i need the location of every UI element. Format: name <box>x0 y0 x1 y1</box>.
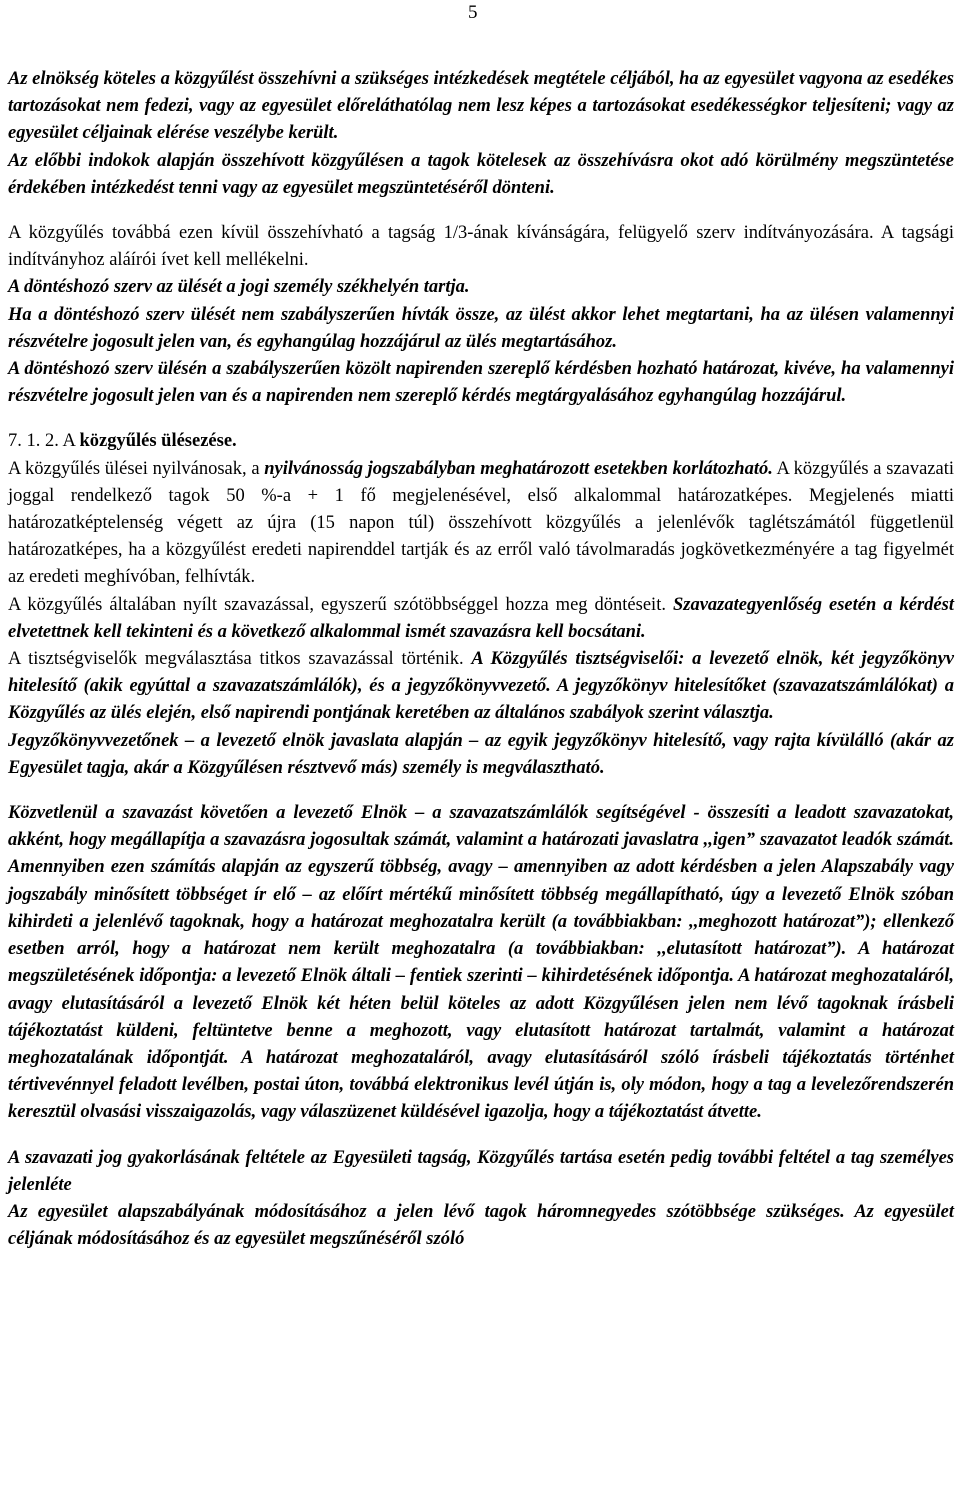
text-segment: A szavazati jog gyakorlásának feltétele az Egyesületi tagság, Közgyűlés tartása esetén pedig további feltétel a tag személyes jelenléte <box>8 1147 954 1195</box>
text-segment: A döntéshozó szerv az ülését a jogi személy székhelyén tartja. <box>8 277 470 298</box>
text-segment: A döntéshozó szerv ülésén a szabályszerűen közölt napirenden szereplő kérdésben hozható határozat, kivéve, ha valamennyi részvételre jogosult jelen van és a napirenden nem szereplő kérdés megtárgyalásához egyhangúlag hozzájárul. <box>8 359 954 407</box>
text-segment: közgyűlés ülésezése. <box>79 431 237 452</box>
text-segment: nyilvánosság jogszabályban meghatározott esetekben korlátozható. <box>264 458 773 479</box>
document-body <box>8 66 954 1253</box>
paragraph <box>8 356 954 410</box>
paragraph <box>8 1145 954 1199</box>
paragraph <box>8 220 954 274</box>
text-segment: A Közgyűlés tisztségviselői: a levezető elnök, két jegyzőkönyv hitelesítő (akik egyúttal a szavazatszámlálók), és a jegyzőkönyvvezető. A jegyzőkönyv hitelesítőket (szavazatszámlálókat) a Közgyűlés az ülés elején, első napirendi pontjának keretében az általános szabályok szerint választja. <box>8 649 954 724</box>
text-segment: A közgyűlés általában nyílt szavazással, egyszerű szótöbbséggel hozza meg döntéseit. <box>8 594 673 615</box>
text-segment: 7. 1. 2. A <box>8 431 80 452</box>
text-segment: A közgyűlés a szavazati joggal rendelkező tagok 50 %-a + 1 fő megjelenésével, első alkalommal határozatképes. Megjelenés miatti határozatképtelenség végett az újra (15 napon túl) összehívott közgyűlés a jelenlévők taglétszámától függetlenül határozatképes, ha a közgyűlést eredeti napirenddel tartják és az erről való távolmaradás jogkövetkezményére a tag figyelmét az eredeti meghívóban, felhívták. <box>8 458 954 588</box>
page-number: 5 <box>468 2 478 23</box>
text-segment: Az elnökség köteles a közgyűlést összehívni a szükséges intézkedések megtétele céljából, ha az egyesület vagyona az esedékes tartozásokat nem fedezi, vagy az egyesület előreláthatólag nem lesz képes a tartozásokat esedékességkor teljesíteni; vagy az egyesület céljainak elérése veszélybe került. <box>8 69 954 144</box>
text-segment: Az egyesület alapszabályának módosításához a jelen lévő tagok háromnegyedes szótöbbsége szükséges. Az egyesület céljának módosításához és az egyesület megszűnéséről szóló <box>8 1201 954 1250</box>
text-segment: A közgyűlés ülései nyilvánosak, a <box>8 458 265 479</box>
text-segment: Jegyzőkönyvvezetőnek – a levezető elnök javaslata alapján – az egyik jegyzőkönyv hitelesítő, vagy rajta kívülálló (akár az Egyesület tagja, akár a Közgyűlésen résztvevő más) személy is megválasztható. <box>8 730 954 778</box>
paragraph <box>8 456 954 592</box>
paragraph <box>8 274 954 301</box>
paragraph-gap <box>8 782 954 800</box>
text-segment: Ha a döntéshozó szerv ülését nem szabályszerűen hívták össze, az ülést akkor lehet megtartani, ha az ülésen valamennyi részvételre jogosult jelen van, és egyhangúlag hozzájárul az ülés megtartásához. <box>8 304 954 352</box>
paragraph <box>8 66 954 148</box>
paragraph <box>8 428 954 455</box>
text-segment: A tisztségviselők megválasztása titkos szavazással történik. <box>8 649 472 670</box>
text-segment: A közgyűlés továbbá ezen kívül összehívható a tagság 1/3-ának kívánságára, felügyelő szerv indítványozására. A tagsági indítványhoz aláírói ívet kell mellékelni. <box>8 223 954 271</box>
paragraph <box>8 1199 954 1253</box>
paragraph-gap <box>8 1127 954 1145</box>
paragraph <box>8 800 954 1126</box>
paragraph-gap <box>8 202 954 220</box>
text-segment: Szavazategyenlőség esetén a kérdést elvetettnek kell tekinteni és a következő alkalommal ismét szavazásra kell bocsátani. <box>8 594 954 642</box>
paragraph <box>8 646 954 728</box>
paragraph <box>8 728 954 782</box>
text-segment: Az előbbi indokok alapján összehívott közgyűlésen a tagok kötelesek az összehívásra okot adó körülmény megszüntetése érdekében intézkedést tenni vagy az egyesület megszüntetéséről dönteni. <box>8 150 954 198</box>
paragraph-gap <box>8 410 954 428</box>
paragraph <box>8 302 954 356</box>
paragraph <box>8 148 954 202</box>
paragraph <box>8 592 954 646</box>
text-segment: Közvetlenül a szavazást követően a levezető Elnök – a szavazatszámlálók segítségével - összesíti a leadott szavazatokat, akként, hogy megállapítja a szavazásra jogosultak számát, valamint a határozati javaslatra ,,igen” szavazatot leadók számát. Amennyiben ezen számítás alapján az egyszerű többség, avagy – amennyiben az adott kérdésben a jelen Alapszabály vagy jogszabály minősített többséget ír elő – az előírt mértékű minősített többség megállapítható, úgy a levezető Elnök szóban kihirdeti a jelenlévő tagoknak, hogy a határozat meghozatalra került (a továbbiakban: ,,meghozott határozat”); ellenkező esetben arról, hogy a határozat nem került meghozatalra (a továbbiakban: ,,elutasított határozat”). A határozat megszületésének időpontja: a levezető Elnök általi – fentiek szerinti – kihirdetésének időpontja. A határozat meghozataláról, avagy elutasításáról a levezető Elnök két héten belül köteles az adott Közgyűlésen jelen nem lévő tagoknak írásbeli tájékoztatást küldeni, feltüntetve benne a meghozott, vagy elutasított határozat tartalmát, valamint a határozat meghozatalának időpontját. A határozat meghozataláról, avagy elutasításáról szóló írásbeli tájékoztatás történhet tértivevénnyel feladott levélben, postai úton, továbbá elektronikus levél útján is, oly módon, hogy a tag a levelezőrendszerén keresztül olvasási visszaigazolás, vagy válaszüzenet küldésével igazolja, hogy a tájékoztatást átvette. <box>8 803 954 1123</box>
